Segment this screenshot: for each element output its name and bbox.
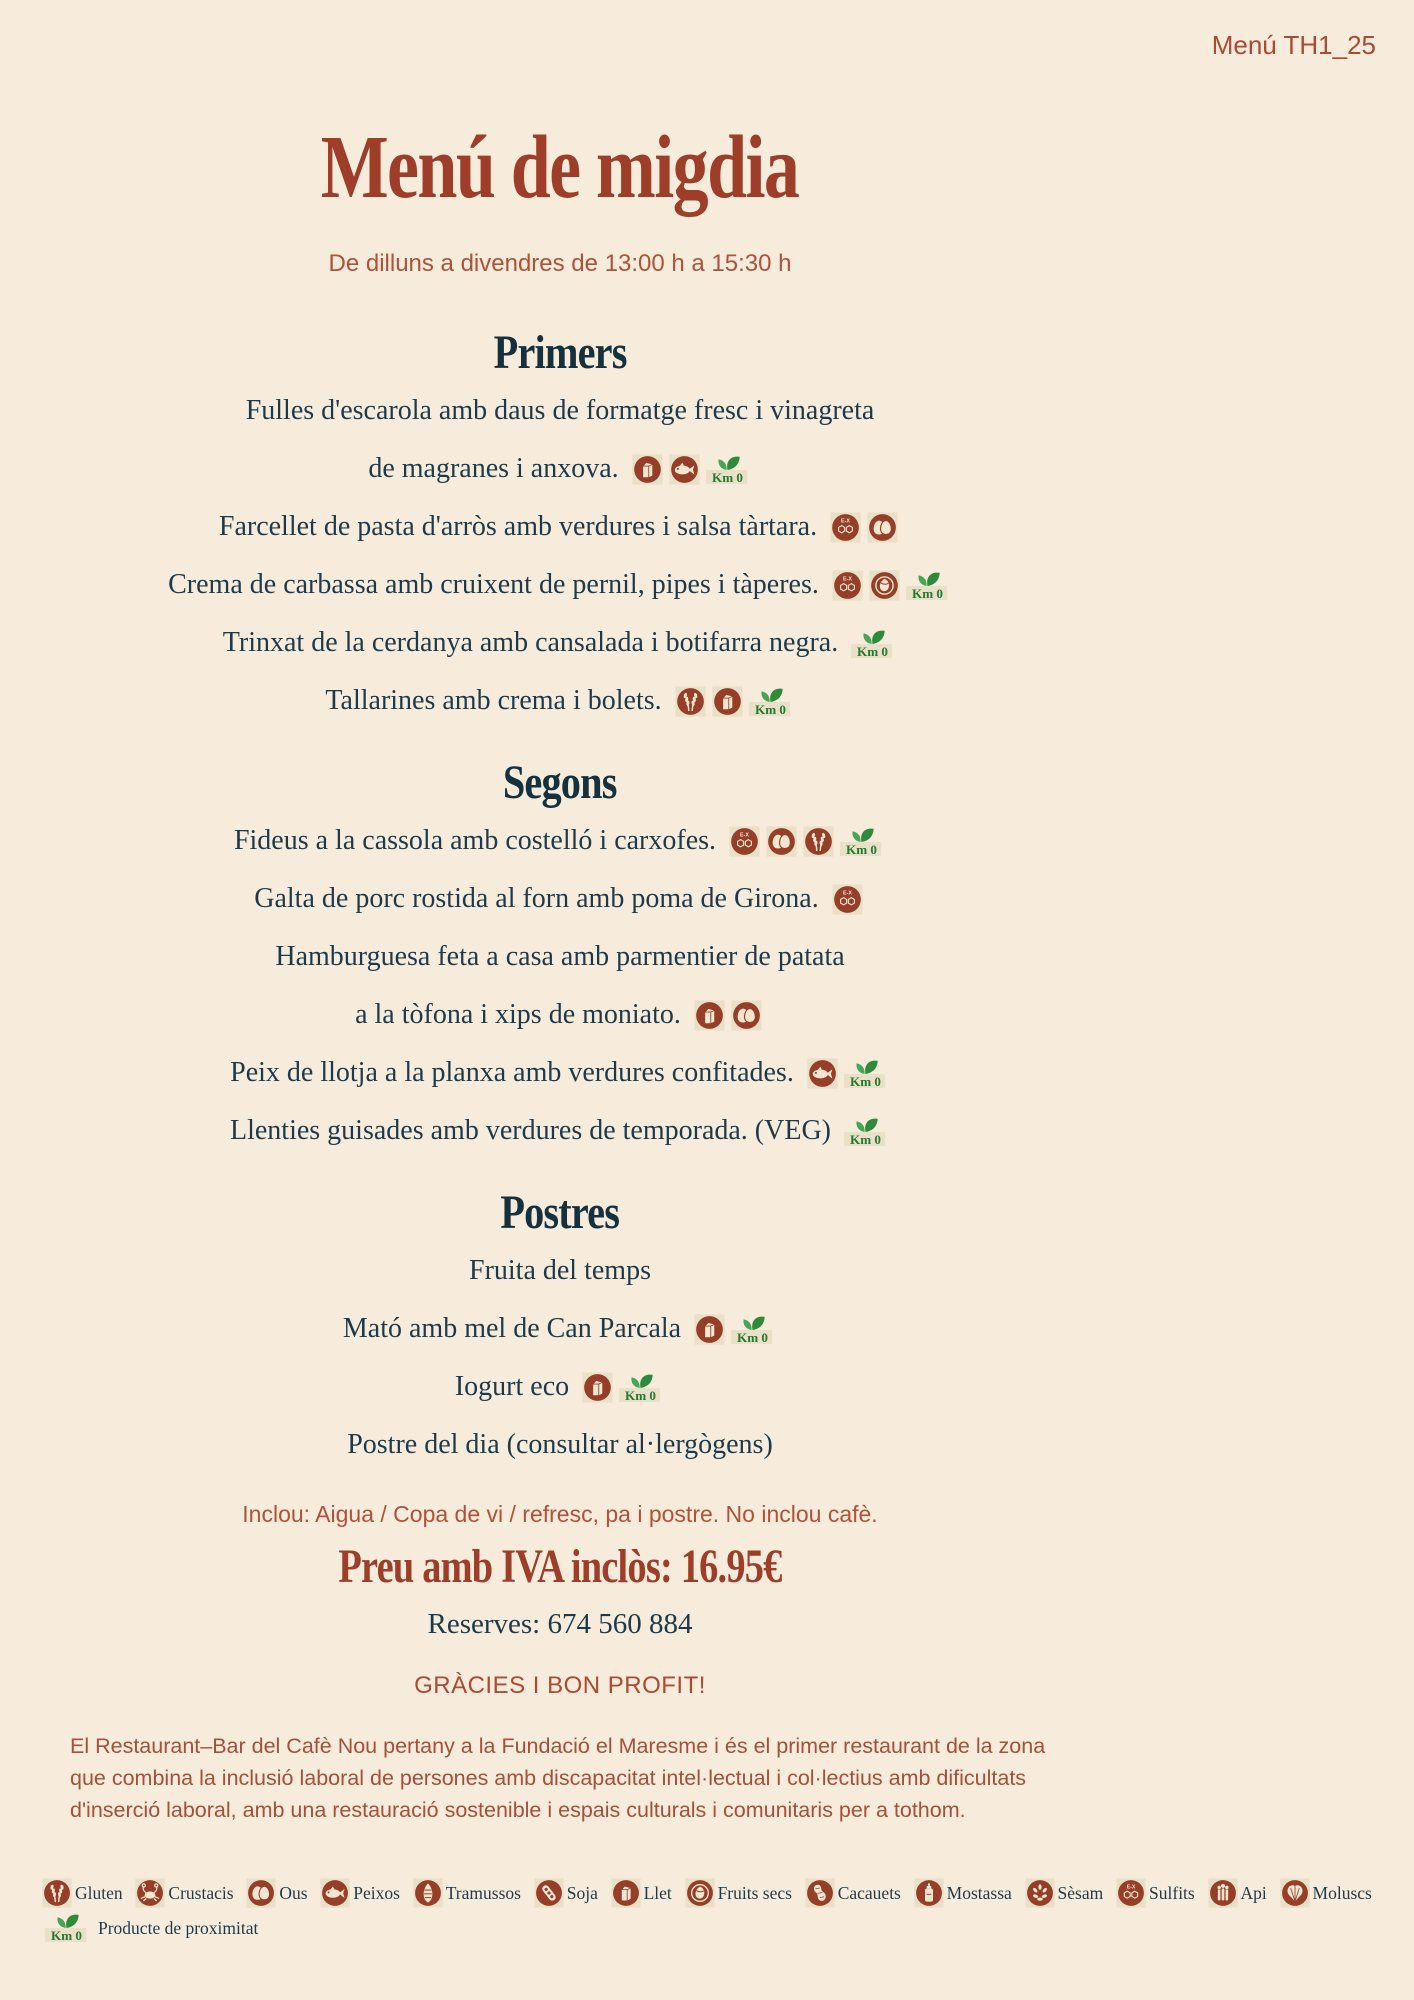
llet-icon: [691, 1313, 728, 1344]
gluten-icon: [672, 685, 709, 716]
sulfits-icon: [1116, 1878, 1146, 1908]
menu-item-line: [0, 1416, 1120, 1474]
legend-label: Cacauets: [837, 1882, 901, 1903]
soja-icon: [534, 1878, 564, 1908]
menu-item-text: Farcellet de pasta d'arròs amb verdures i salsa tàrtara.: [218, 511, 818, 542]
svg-text:Km 0: Km 0: [625, 1388, 657, 1404]
km0-icon: [616, 1371, 665, 1402]
menu-item-line: [0, 986, 1120, 1044]
menu-item-text: Postre del dia (consultar al·lergògens): [347, 1429, 773, 1460]
menu-item-text: a la tòfona i xips de moniato.: [355, 999, 681, 1030]
llet-icon: [691, 999, 728, 1030]
ous-icon: [246, 1878, 276, 1908]
menu-item: [0, 870, 1120, 928]
svg-text:E-X: E-X: [842, 890, 852, 897]
legend-label: Llet: [643, 1882, 672, 1903]
menu-item: [0, 672, 1120, 730]
legend-label: Tramussos: [445, 1882, 521, 1903]
menu-item-line: [0, 498, 1120, 556]
llet-icon: [629, 453, 666, 484]
menu-item-text: Mató amb mel de Can Parcala: [342, 1313, 682, 1344]
menu-item: [0, 1242, 1120, 1300]
menu-item-line: [0, 556, 1120, 614]
legend-item-ous: [246, 1878, 307, 1908]
menu-item-text: Trinxat de la cerdanya amb cansalada i botifarra negra.: [222, 627, 839, 658]
menu-item-text: Fruita del temps: [469, 1255, 651, 1286]
legend-item-soja: [534, 1878, 598, 1908]
legend-item-moluscs: [1280, 1878, 1372, 1908]
schedule-subtitle: De dilluns a divendres de 13:00 h a 15:30 h: [328, 250, 792, 277]
peixos-icon: [320, 1878, 350, 1908]
allergen-icons: [848, 627, 897, 658]
km0-icon: [837, 825, 886, 856]
llet-icon: [709, 685, 746, 716]
menu-item: [0, 1300, 1120, 1358]
ous-icon: [763, 825, 800, 856]
legend-label: Soja: [566, 1882, 598, 1903]
km0-legend-label: Producte de proximitat: [98, 1917, 259, 1938]
sulfits-icon: [829, 883, 866, 914]
section-title-postres: Postres: [500, 1186, 620, 1239]
ous-icon: [728, 999, 765, 1030]
legend-label: Mostassa: [946, 1882, 1012, 1903]
allergen-icons: [726, 825, 886, 856]
legend-item-crustacis: [135, 1878, 233, 1908]
menu-item-line: [0, 1300, 1120, 1358]
menu-item-line: [0, 382, 1120, 440]
menu-item: [0, 1044, 1120, 1102]
legend-item-mostassa: [914, 1878, 1012, 1908]
gluten-icon: [800, 825, 837, 856]
menu-item-line: [0, 812, 1120, 870]
svg-text:Km 0: Km 0: [754, 702, 786, 718]
allergen-icons: [829, 569, 952, 600]
svg-text:Km 0: Km 0: [51, 1928, 82, 1944]
crustacis-icon: [135, 1878, 165, 1908]
menu-item-text: Fulles d'escarola amb daus de formatge fresc i vinagreta: [245, 395, 875, 426]
svg-text:Km 0: Km 0: [711, 470, 743, 486]
legend-item-gluten: [42, 1878, 123, 1908]
legend-item-fruits-secs: [685, 1878, 792, 1908]
km0-icon: [703, 453, 752, 484]
menu-item-line: [0, 1102, 1120, 1160]
fruits-secs-icon: [866, 569, 903, 600]
menu-item-text: Hamburguesa feta a casa amb parmentier de patata: [275, 941, 845, 972]
legend-label: Moluscs: [1312, 1882, 1372, 1903]
menu-item-text: Llenties guisades amb verdures de temporada. (VEG): [229, 1115, 831, 1146]
menu-item-text: de magranes i anxova.: [368, 453, 619, 484]
menu-item: [0, 614, 1120, 672]
menu-item: [0, 382, 1120, 498]
allergen-icons: [829, 883, 866, 914]
legend-item-tramussos: [413, 1878, 521, 1908]
menu-item-line: [0, 928, 1120, 986]
menu-item-line: [0, 1044, 1120, 1102]
km0-icon: [746, 685, 795, 716]
section-title-primers: Primers: [493, 326, 627, 379]
cacauets-icon: [805, 1878, 835, 1908]
menu-item-text: Iogurt eco: [454, 1371, 570, 1402]
km0-icon: [903, 569, 952, 600]
legend-item-peixos: [320, 1878, 400, 1908]
mostassa-icon: [914, 1878, 944, 1908]
svg-text:Km 0: Km 0: [857, 644, 889, 660]
menu-item-text: Crema de carbassa amb cruixent de pernil, pipes i tàperes.: [168, 569, 819, 600]
svg-text:Km 0: Km 0: [850, 1132, 881, 1148]
menu-code: Menú TH1_25: [1211, 30, 1376, 60]
fruits-secs-icon: [685, 1878, 715, 1908]
price-line: Preu amb IVA inclòs: 16.95€: [338, 1540, 782, 1593]
menu-item-line: [0, 870, 1120, 928]
legend-item-llet: [611, 1878, 672, 1908]
svg-text:E-X: E-X: [740, 832, 749, 839]
menu-item-line: [0, 1358, 1120, 1416]
peixos-icon: [804, 1057, 841, 1088]
api-icon: [1208, 1878, 1238, 1908]
menu-item: [0, 928, 1120, 1044]
legend-item-api: [1208, 1878, 1267, 1908]
menu-item: [0, 1102, 1120, 1160]
allergen-icons: [691, 999, 765, 1030]
menu-item-line: [0, 614, 1120, 672]
km0-icon: [848, 627, 897, 658]
menu-item: [0, 556, 1120, 614]
allergen-icons: [691, 1313, 777, 1344]
allergen-legend: [0, 1878, 1414, 1908]
menu-sections: [0, 324, 1120, 1474]
ous-icon: [864, 511, 901, 542]
gluten-icon: [42, 1878, 72, 1908]
menu-item-line: [0, 672, 1120, 730]
section-title-segons: Segons: [503, 756, 617, 809]
menu-item-text: Fideus a la cassola amb costelló i carxofes.: [233, 825, 717, 856]
menu-item-text: Tallarines amb crema i bolets.: [325, 685, 662, 716]
legend-label: Peixos: [353, 1882, 400, 1903]
sesam-icon: [1025, 1878, 1055, 1908]
svg-text:E-X: E-X: [841, 518, 851, 525]
legend-label: Sèsam: [1057, 1882, 1104, 1903]
menu-item-text: Peix de llotja a la planxa amb verdures confitades.: [230, 1057, 794, 1088]
km0-icon: [42, 1922, 91, 1944]
km0-icon: [728, 1313, 777, 1344]
legend-label: Crustacis: [168, 1882, 234, 1903]
svg-text:Km 0: Km 0: [846, 842, 878, 858]
legend-label: Api: [1240, 1882, 1267, 1903]
svg-text:Km 0: Km 0: [849, 1074, 881, 1090]
legend-item-cacauets: [805, 1878, 901, 1908]
legend-item-sulfits: [1116, 1878, 1195, 1908]
peixos-icon: [666, 453, 703, 484]
menu-item: [0, 1416, 1120, 1474]
legend-item-sesam: [1025, 1878, 1104, 1908]
about-text: El Restaurant–Bar del Cafè Nou pertany a la Fundació el Maresme i és el primer restaurant de la zona que combina la inclusió laboral de persones amb discapacitat intel·lectual i col·lectius amb dificultats d'inserció laboral, amb una restauració sostenible i espais culturals i comunitaris per a tothom.: [70, 1734, 1046, 1822]
legend-label: Gluten: [75, 1882, 123, 1903]
includes-note: Inclou: Aigua / Copa de vi / refresc, pa i postre. No inclou cafè.: [242, 1501, 878, 1527]
menu-item: [0, 498, 1120, 556]
sulfits-icon: [726, 825, 763, 856]
menu-item-text: Galta de porc rostida al forn amb poma de Girona.: [254, 883, 819, 914]
km0-icon: [841, 1115, 890, 1146]
tramussos-icon: [413, 1878, 443, 1908]
menu-item: [0, 1358, 1120, 1416]
legend-label: Ous: [279, 1882, 308, 1903]
allergen-icons: [827, 511, 901, 542]
legend-label: Sulfits: [1149, 1882, 1195, 1903]
allergen-icons: [841, 1115, 890, 1146]
svg-text:E-X: E-X: [842, 576, 852, 583]
legend-label: Fruits secs: [717, 1882, 792, 1903]
menu-item-line: [0, 440, 1120, 498]
menu-item-line: [0, 1242, 1120, 1300]
llet-icon: [579, 1371, 616, 1402]
moluscs-icon: [1280, 1878, 1310, 1908]
svg-text:Km 0: Km 0: [911, 586, 943, 602]
sulfits-icon: [827, 511, 864, 542]
thanks-line: GRÀCIES I BON PROFIT!: [414, 1672, 706, 1699]
sulfits-icon: [829, 569, 866, 600]
svg-text:Km 0: Km 0: [737, 1330, 769, 1346]
svg-text:E-X: E-X: [1126, 1884, 1136, 1891]
allergen-icons: [804, 1057, 890, 1088]
page-title: Menú de migdia: [321, 118, 799, 217]
allergen-icons: [629, 453, 752, 484]
km0-legend: [0, 1912, 1414, 1944]
allergen-icons: [672, 685, 795, 716]
llet-icon: [611, 1878, 641, 1908]
reservations-line: Reserves: 674 560 884: [427, 1608, 693, 1640]
km0-icon: [841, 1057, 890, 1088]
menu-item: [0, 812, 1120, 870]
allergen-icons: [579, 1371, 665, 1402]
